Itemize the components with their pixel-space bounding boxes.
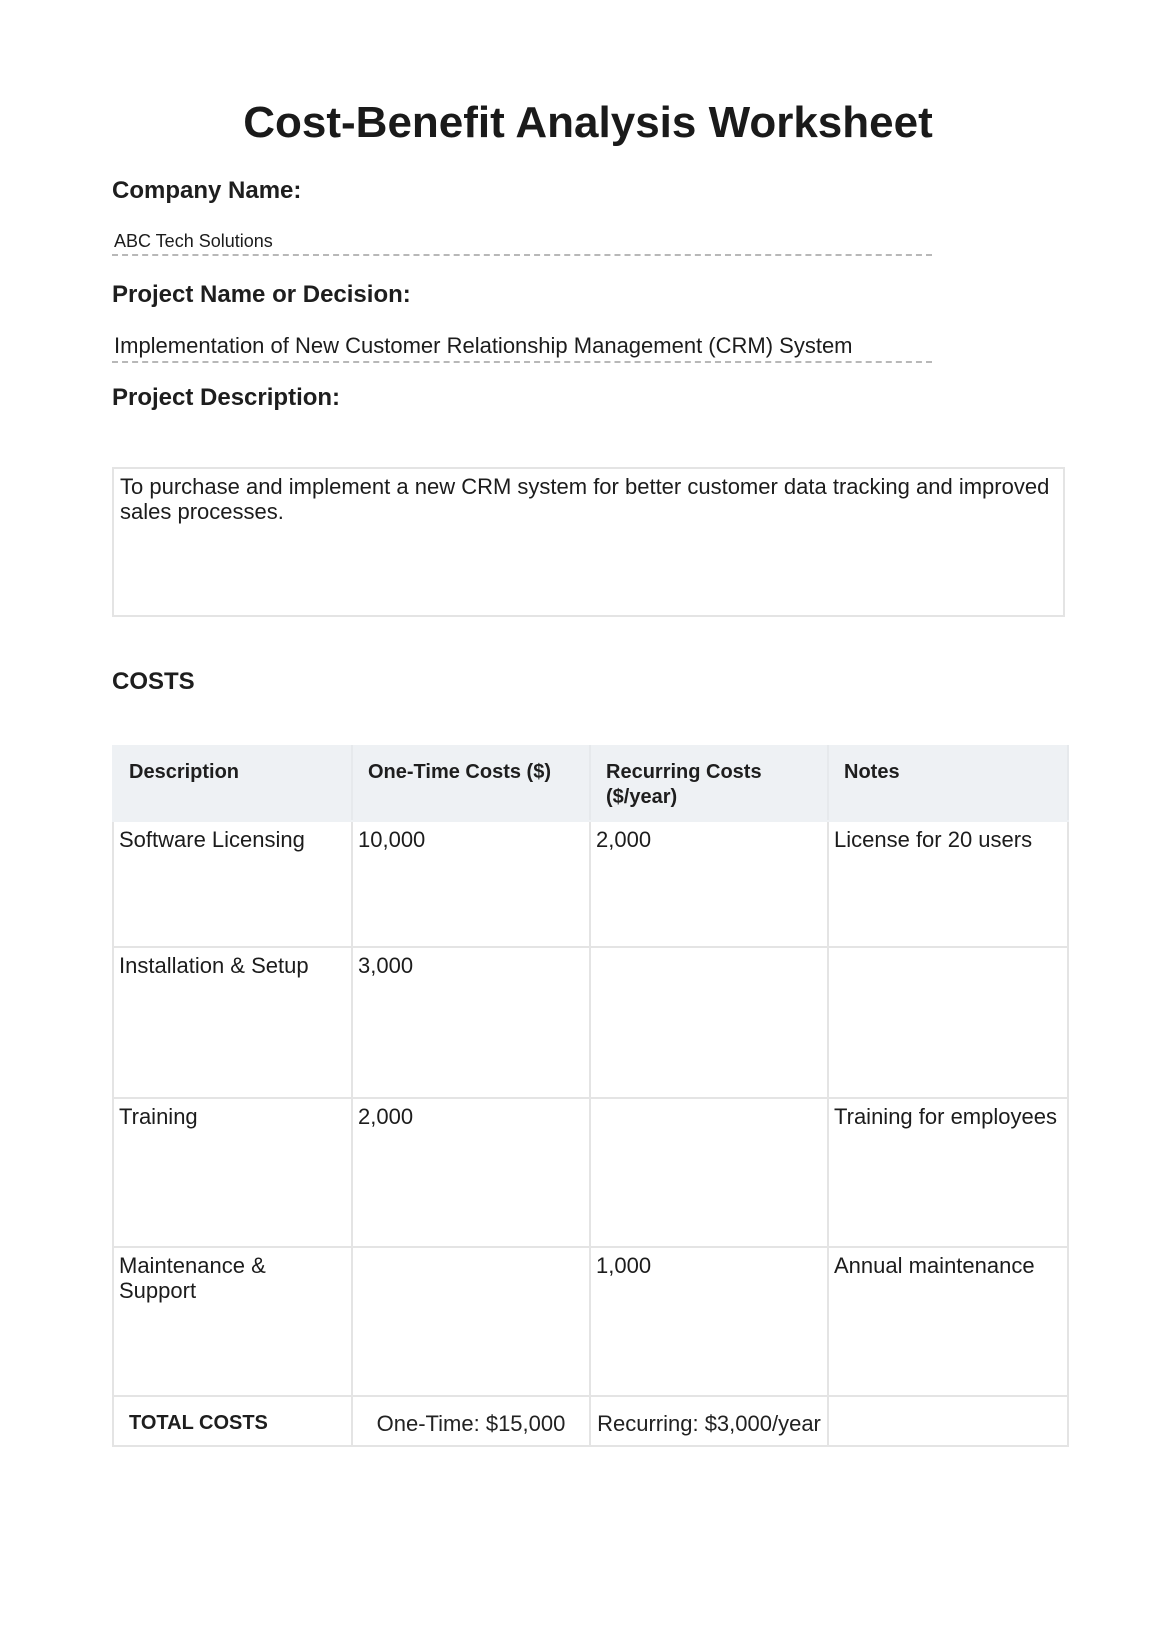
- column-header-one-time-costs: One-Time Costs ($): [352, 746, 590, 821]
- cell-recurring-cost[interactable]: 2,000: [590, 821, 828, 947]
- cell-notes[interactable]: Annual maintenance: [828, 1247, 1068, 1396]
- cell-one-time-cost[interactable]: 3,000: [352, 947, 590, 1098]
- table-row: [113, 947, 1068, 1098]
- cell-recurring-cost[interactable]: [590, 947, 828, 1098]
- company-name-label: Company Name:: [112, 177, 302, 204]
- total-recurring-cost[interactable]: Recurring: $3,000/year: [590, 1396, 828, 1446]
- column-header-recurring-costs: Recurring Costs ($/year): [590, 746, 828, 821]
- cell-description[interactable]: Training: [113, 1098, 352, 1247]
- cell-recurring-cost[interactable]: 1,000: [590, 1247, 828, 1396]
- cell-description[interactable]: Maintenance & Support: [113, 1247, 352, 1396]
- cell-recurring-cost[interactable]: [590, 1098, 828, 1247]
- cell-one-time-cost[interactable]: 2,000: [352, 1098, 590, 1247]
- project-name-label: Project Name or Decision:: [112, 281, 411, 308]
- total-costs-label: TOTAL COSTS: [113, 1396, 352, 1446]
- cell-one-time-cost[interactable]: 10,000: [352, 821, 590, 947]
- total-costs-row: [113, 1396, 1068, 1446]
- cell-description[interactable]: Software Licensing: [113, 821, 352, 947]
- project-description-field[interactable]: To purchase and implement a new CRM system for better customer data tracking and improved sales processes.: [112, 467, 1065, 617]
- table-row: [113, 1098, 1068, 1247]
- total-notes[interactable]: [828, 1396, 1068, 1446]
- costs-heading: COSTS: [112, 668, 195, 695]
- cell-notes[interactable]: Training for employees: [828, 1098, 1068, 1247]
- costs-table-header-row: [113, 746, 1068, 821]
- cell-notes[interactable]: License for 20 users: [828, 821, 1068, 947]
- page-title: Cost-Benefit Analysis Worksheet: [243, 98, 933, 147]
- cell-description[interactable]: Installation & Setup: [113, 947, 352, 1098]
- costs-table: [112, 745, 1069, 1447]
- company-name-field[interactable]: ABC Tech Solutions: [112, 228, 932, 256]
- table-row: [113, 821, 1068, 947]
- project-name-field[interactable]: Implementation of New Customer Relationship Management (CRM) System: [112, 330, 932, 363]
- total-one-time-cost[interactable]: One-Time: $15,000: [352, 1396, 590, 1446]
- cell-one-time-cost[interactable]: [352, 1247, 590, 1396]
- cell-notes[interactable]: [828, 947, 1068, 1098]
- column-header-description: Description: [113, 746, 352, 821]
- table-row: [113, 1247, 1068, 1396]
- project-description-label: Project Description:: [112, 384, 341, 411]
- column-header-notes: Notes: [828, 746, 1068, 821]
